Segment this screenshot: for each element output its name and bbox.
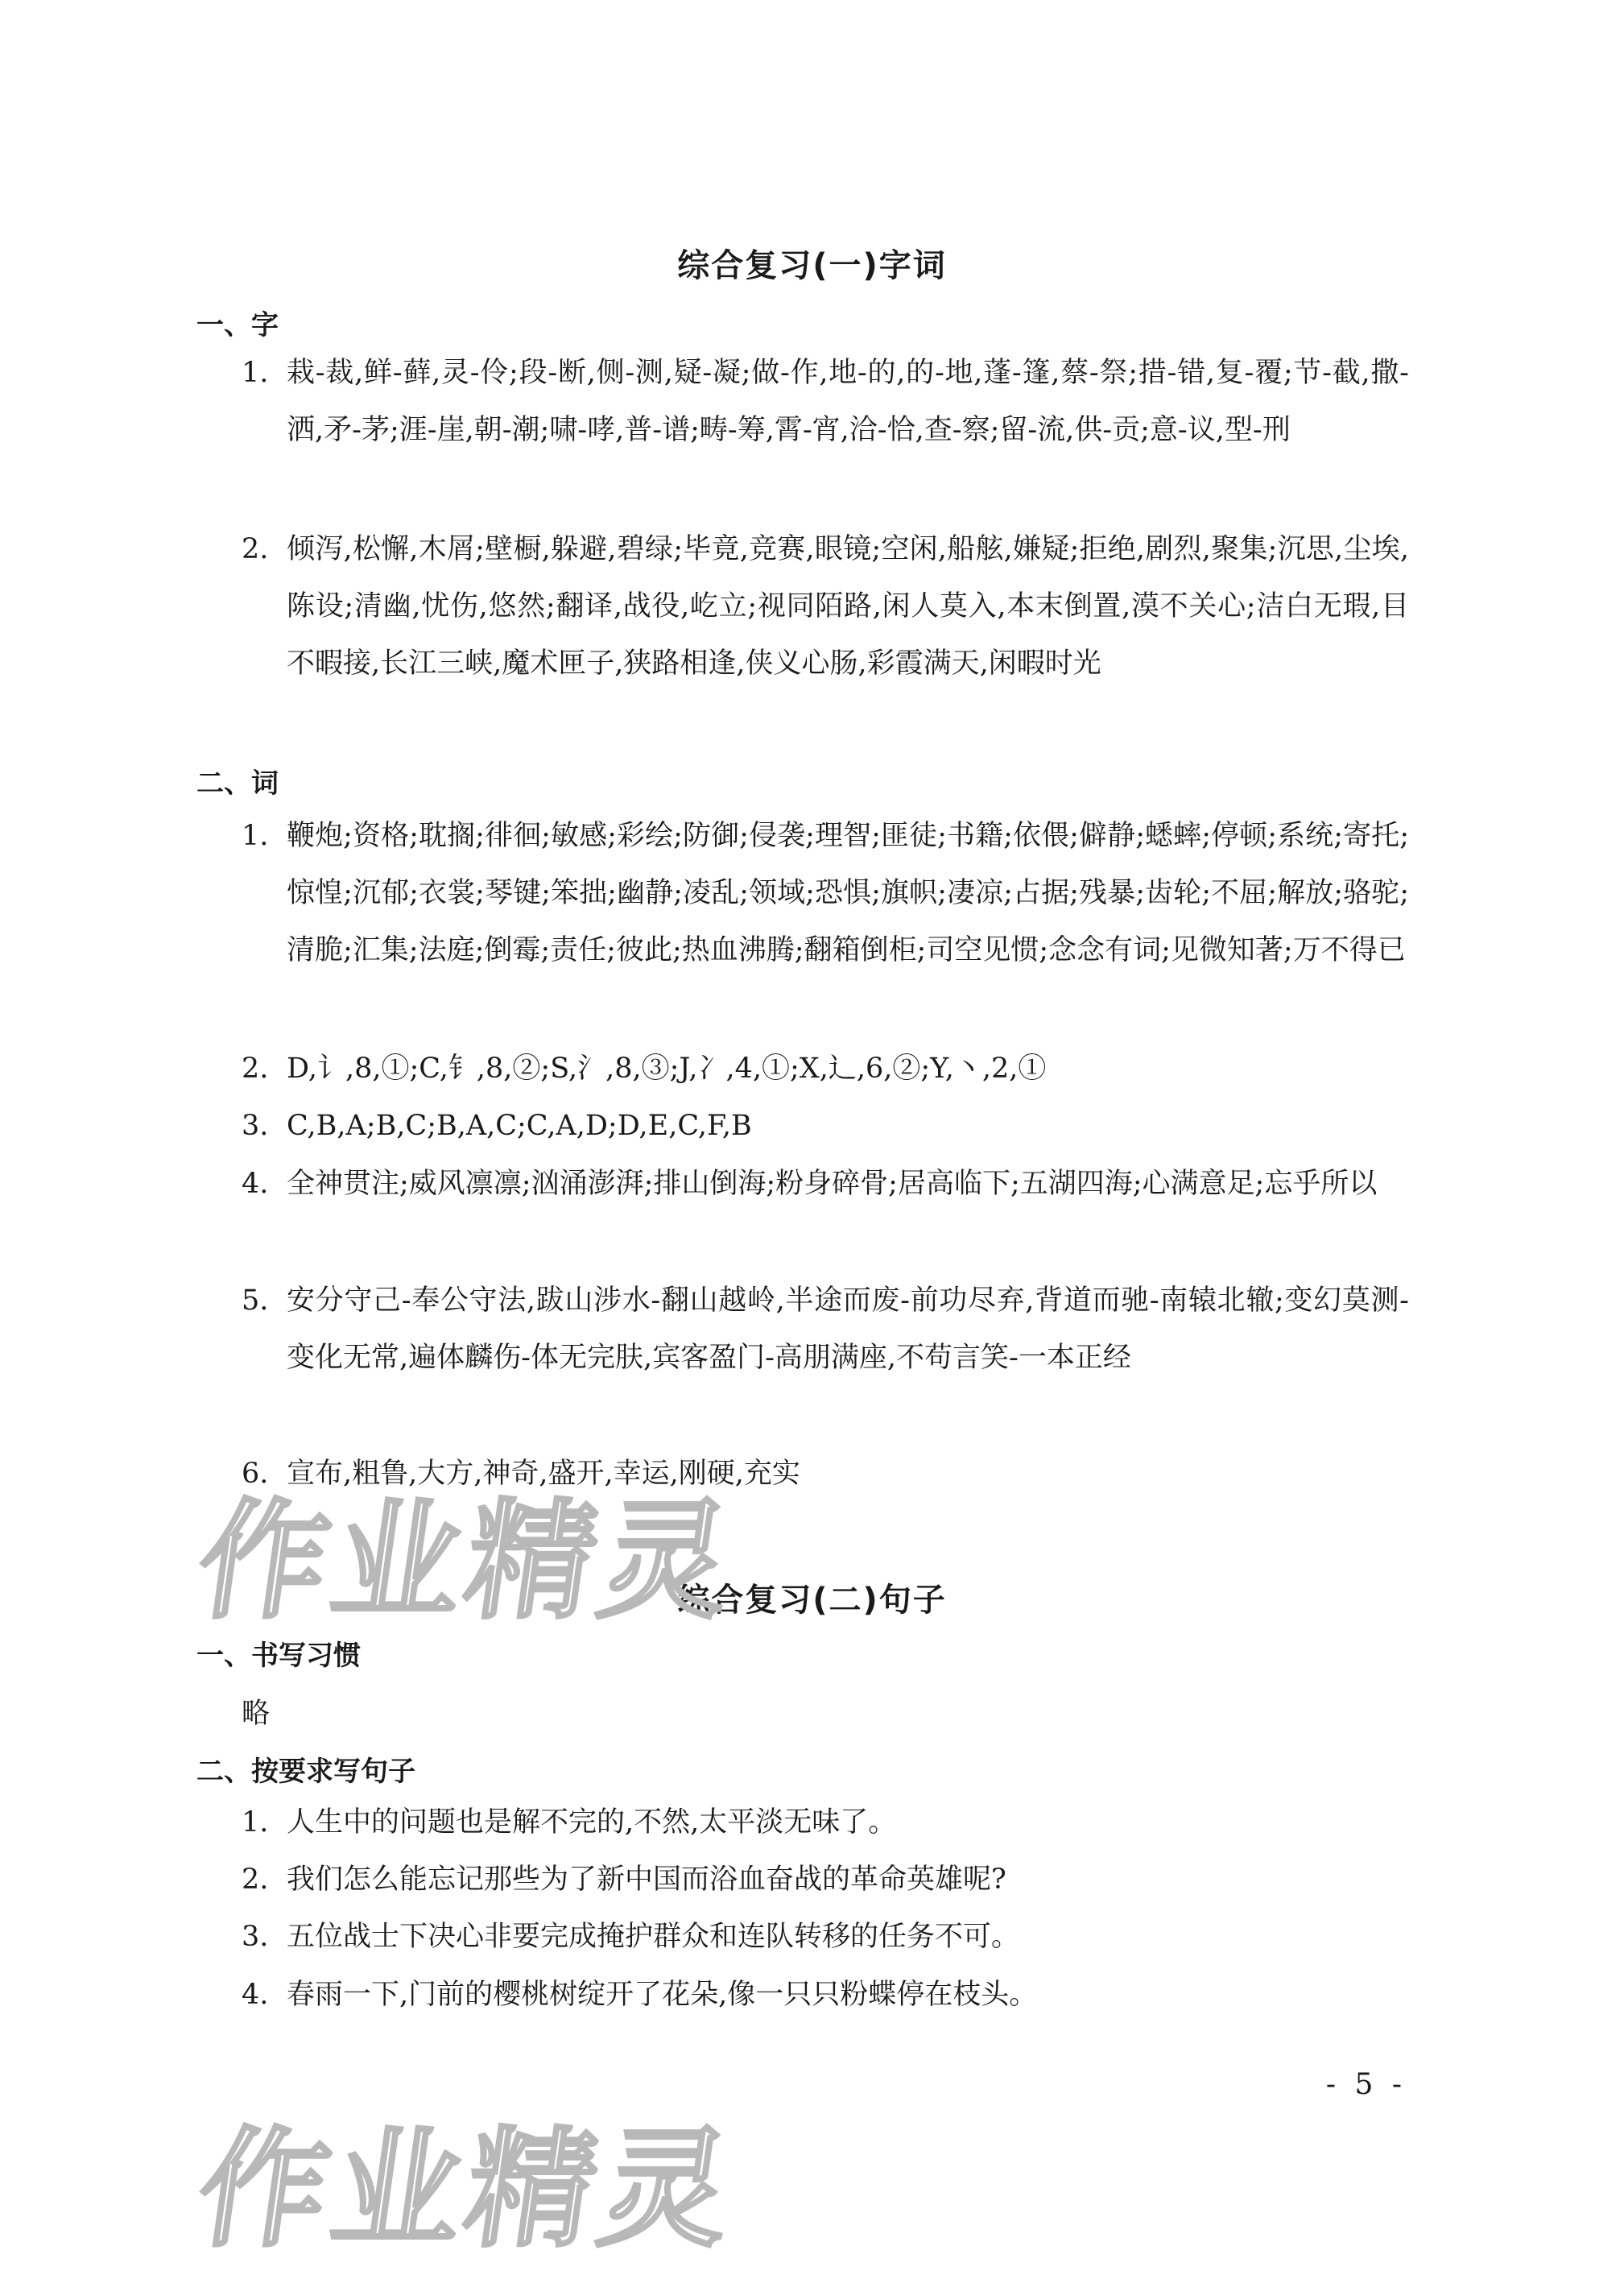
item-text: 我们怎么能忘记那些为了新中国而浴血奋战的革命英雄呢? [287, 1864, 1006, 1896]
list-item [242, 1272, 1409, 1387]
section1-title: 综合复习(一)字词 [677, 247, 947, 284]
list-item [242, 1040, 1409, 1098]
item-text: 宣布,粗鲁,大方,神奇,盛开,幸运,刚硬,充实 [287, 1458, 800, 1490]
item-number: 4. [242, 1979, 269, 2011]
item-number: 2. [242, 533, 269, 565]
list-item [242, 1156, 1409, 1213]
list-item [242, 808, 1409, 979]
item-text: 倾泻,松懈,木屑;壁橱,躲避,碧绿;毕竟,竞赛,眼镜;空闲,船舷,嫌疑;拒绝,剧烈,聚集;沉思,尘埃,陈设;清幽,忧伤,悠然;翻译,战役,屹立;视同陌路,闲人莫入,本末倒置,漠不关心;洁白无瑕,目不暇接,长江三峡,魔术匣子,狭路相逢,侠义心肠,彩霞满天,闲暇时光 [287, 533, 1409, 680]
list-item [242, 521, 1409, 693]
section2-heading-writing-habits: 一、书写习惯 [196, 1640, 361, 1672]
item-text: 全神贯注;威风凛凛;汹涌澎湃;排山倒海;粉身碎骨;居高临下;五湖四海;心满意足;忘乎所以 [287, 1168, 1378, 1200]
writing-habits-text: 略 [242, 1698, 271, 1730]
item-text: 五位战士下决心非要完成掩护群众和连队转移的任务不可。 [287, 1921, 1020, 1953]
list-item [242, 1098, 1409, 1155]
item-text: C,B,A;B,C;B,A,C;C,A,D;D,E,C,F,B [287, 1110, 752, 1142]
list-item [242, 1851, 1409, 1909]
item-number: 4. [242, 1168, 269, 1200]
item-number: 6. [242, 1458, 269, 1490]
section1-heading-characters: 一、字 [196, 309, 279, 341]
item-text: 春雨一下,门前的樱桃树绽开了花朵,像一只只粉蝶停在枝头。 [287, 1979, 1038, 2011]
item-number: 1. [242, 357, 269, 389]
list-item [242, 1794, 1409, 1851]
item-number: 3. [242, 1921, 269, 1953]
item-number: 5. [242, 1284, 269, 1317]
list-item [242, 1909, 1409, 1966]
list-item [242, 1967, 1409, 2024]
watermark: 作业精灵 [188, 2114, 746, 2265]
list-item [242, 345, 1409, 459]
section2-heading-sentences: 二、按要求写句子 [196, 1756, 415, 1788]
item-text: 鞭炮;资格;耽搁;徘徊;敏感;彩绘;防御;侵袭;理智;匪徒;书籍;依偎;僻静;蟋蟀;停顿;系统;寄托;惊惶;沉郁;衣裳;琴键;笨拙;幽静;凌乱;领域;恐惧;旗帜;凄凉;占据;残暴;齿轮;不屈;解放;骆驼;清脆;汇集;法庭;倒霉;责任;彼此;热血沸腾;翻箱倒柜;司空见惯;念念有词;见微知著;万不得已 [287, 820, 1409, 966]
item-number: 2. [242, 1053, 269, 1085]
item-number: 2. [242, 1864, 269, 1896]
page-number: - 5 - [1325, 2068, 1407, 2101]
section1-heading-words: 二、词 [196, 767, 279, 800]
item-text: D,讠,8,①;C,钅,8,②;S,氵,8,③;J,冫,4,①;X,辶,6,②;Y,丶,2,① [287, 1053, 1047, 1085]
item-text: 安分守己-奉公守法,跋山涉水-翻山越岭,半途而废-前功尽弃,背道而驰-南辕北辙;变幻莫测-变化无常,遍体麟伤-体无完肤,宾客盈门-高朋满座,不苟言笑-一本正经 [287, 1284, 1409, 1374]
watermark: 作业精灵 [188, 1486, 746, 1636]
item-text: 人生中的问题也是解不完的,不然,太平淡无味了。 [287, 1806, 897, 1839]
item-number: 3. [242, 1110, 269, 1142]
item-text: 栽-裁,鲜-藓,灵-伶;段-断,侧-测,疑-凝;做-作,地-的,的-地,蓬-篷,蔡-祭;措-错,复-覆;节-截,撒-洒,矛-茅;涯-崖,朝-潮;啸-哮,普-谱;畴-筹,霄-宵,洽-恰,查-察;留-流,供-贡;意-议,型-刑 [287, 357, 1409, 446]
section2-title: 综合复习(二)句子 [677, 1582, 947, 1619]
item-number: 1. [242, 820, 269, 852]
item-number: 1. [242, 1806, 269, 1839]
